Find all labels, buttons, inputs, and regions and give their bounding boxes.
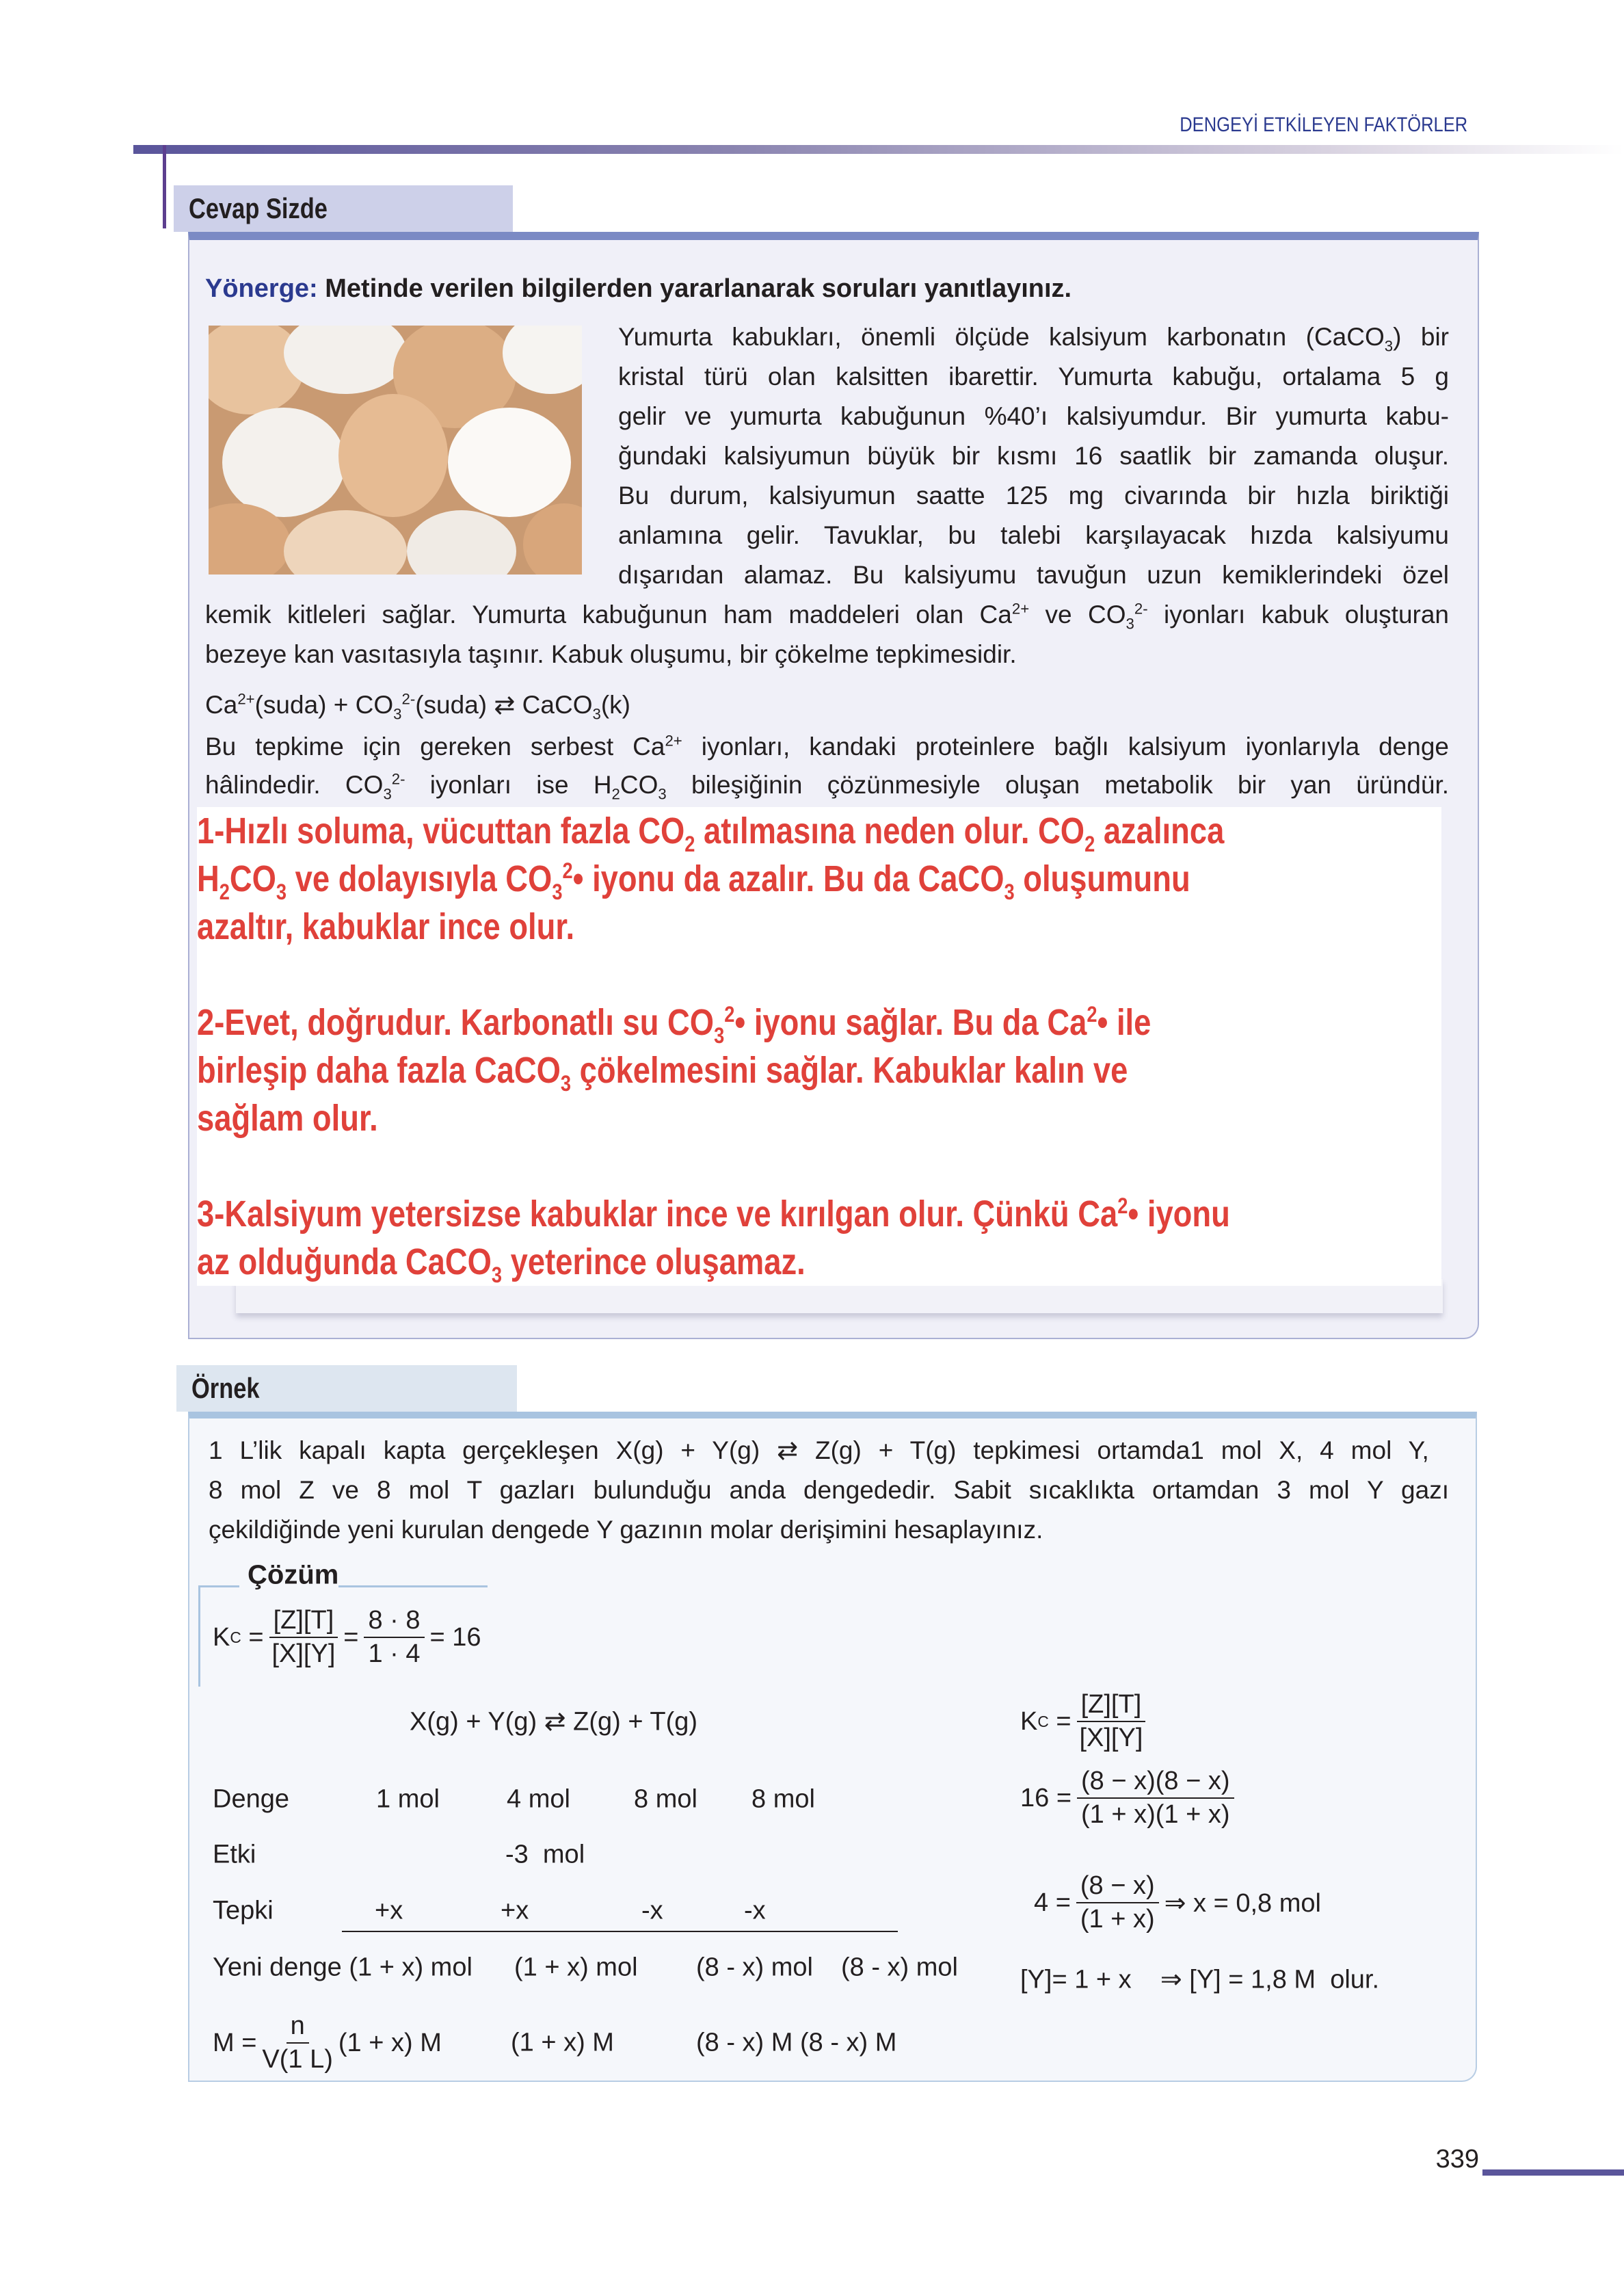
subscript: 3: [1126, 615, 1134, 633]
ornek-line: [209, 1475, 1449, 1505]
fraction: [262, 2011, 332, 2074]
superscript: 2: [1087, 1002, 1097, 1027]
tepki-cell: -x: [641, 1896, 663, 1925]
sum-rule: [342, 1931, 898, 1932]
molarity-lhs: M =: [213, 2028, 257, 2057]
page-number: 339: [1435, 2145, 1479, 2174]
fraction: [1077, 1690, 1146, 1753]
tepki-cell: -x: [744, 1896, 766, 1925]
denominator: V(1 L): [262, 2045, 333, 2074]
molarity-cell: (1 + x) M: [338, 2028, 442, 2057]
denominator: (1 + x): [1080, 1905, 1155, 1934]
answer-line: $H_2CO_3$ ve dolayısıyla $CO_3^2•$ iyonu da azalır. Bu da CaCO$_3$ oluşumunu: [197, 858, 1190, 904]
denge-cell: 4 mol: [507, 1784, 570, 1814]
footer-bar: [1482, 2169, 1624, 2176]
kc-symbol: K: [213, 1622, 230, 1652]
yonerge: [205, 274, 1071, 304]
equals: =: [248, 1622, 264, 1652]
answer-line: 1-Hızlı soluma, vücuttan fazla $CO_2$ atılmasına neden olur. $CO_2$ azalınca: [197, 810, 1225, 856]
subscript: 2: [1084, 831, 1095, 856]
answer-line: sağlam olur.: [197, 1098, 378, 1139]
row-label-denge: Denge: [213, 1784, 289, 1814]
ornek-line-text: 8 mol Z ve 8 mol T gazları bulunduğu anda dengededir. Sabit sıcaklıkta ortamdan 3 mol Y gazı: [209, 1476, 1449, 1504]
ornek-line: [209, 1436, 1429, 1466]
superscript: 2-: [391, 770, 405, 788]
kc-result: = 16: [429, 1622, 481, 1652]
intro-line-text: Bu durum, kalsiyumun saatte 125 mg civarında bir hızla biriktiği: [618, 481, 1449, 510]
cozum-label: Çözüm: [248, 1559, 339, 1590]
numerator: (8 − x)(8 − x): [1077, 1767, 1234, 1799]
intro-line: [618, 362, 1449, 392]
cevap-sizde-tab: [174, 185, 513, 232]
yonerge-text: Metinde verilen bilgilerden yararlanarak soruları yanıtlayınız.: [317, 274, 1072, 303]
paragraph-line-text: kemik kitleleri sağlar. Yumurta kabuğunun ham maddeleri olan $Ca^{2+}$ ve $CO_3^{2-}$ iyonları kabuk oluşturan: [205, 600, 1450, 633]
answer-line: 2-Evet, doğrudur. Karbonatlı su $CO_3^2•$ iyonu sağlar. Bu da Ca$^2$• ile: [197, 1002, 1152, 1048]
numerator: [Z][T]: [269, 1606, 338, 1638]
superscript: 2+: [1011, 600, 1030, 618]
equation-lhs: 4 =: [1034, 1888, 1071, 1917]
fraction: [1076, 1871, 1159, 1934]
intro-line-text: anlamına gelir. Tavuklar, bu talebi karşılayacak hızda kalsiyumu: [618, 521, 1449, 549]
kc-calculation: K C = $\frac{[Z][T]}{[X][Y]}$ = $\frac{8 \cdot 8}{1 \cdot 4}$ = 16: [213, 1606, 481, 1668]
equals: =: [1056, 1706, 1071, 1736]
denominator: [X][Y]: [271, 1639, 336, 1668]
intro-line: [618, 322, 1449, 355]
ornek-line-text: 1 L’lik kapalı kapta gerçekleşen X(g) + Y(g) ⇄ Z(g) + T(g) tepkimesi ortamda1 mol X, 4 mol Y,: [209, 1436, 1429, 1464]
subscript: 3: [1004, 879, 1015, 904]
subscript: 2: [611, 785, 620, 803]
subscript: 3: [1384, 337, 1394, 355]
equation-lhs: 16 =: [1020, 1783, 1072, 1812]
subscript: 3: [560, 1070, 572, 1096]
denominator: (1 + x)(1 + x): [1081, 1800, 1230, 1829]
equation-16: [1020, 1767, 1240, 1830]
after-equation-line-text: hâlindedir. $CO_3^{2-}$ iyonları ise $H_2CO_3$ bileşiğinin çözünmesiyle oluşan metabolik bir yan üründür.: [205, 770, 1449, 803]
answer-line: birleşip daha fazla CaCO$_3$ çökelmesini sağlar. Kabuklar kalın ve: [197, 1050, 1128, 1096]
equation-4: [1034, 1871, 1321, 1934]
header-gradient-bar: [133, 145, 1624, 154]
superscript: 2: [562, 858, 573, 883]
ornek-line: [209, 1515, 1043, 1545]
after-equation-line-text: Bu tepkime için gereken serbest $Ca^{2+}$ iyonları, kandaki proteinlere bağlı kalsiyum iyonlarıyla denge: [205, 732, 1449, 761]
ornek-line-text: çekildiğinde yeni kurulan dengede Y gazının molar derişimini hesaplayınız.: [209, 1516, 1043, 1544]
tepki-cell: +x: [375, 1896, 403, 1925]
intro-line-text: kristal türü olan kalsitten ibarettir. Yumurta kabuğu, ortalama 5 g: [618, 362, 1449, 391]
ornek-title: Örnek: [191, 1372, 260, 1404]
paragraph-line: [205, 639, 1017, 670]
answer-line: 3-Kalsiyum yetersizse kabuklar ince ve kırılgan olur. Çünkü Ca$^2$• iyonu: [197, 1193, 1230, 1235]
intro-line: [618, 481, 1449, 511]
superscript: 2: [724, 1002, 735, 1027]
kc-expression: K C = $\frac{[Z][T]}{[X][Y]}$: [1020, 1690, 1151, 1753]
denominator: 1 · 4: [368, 1639, 421, 1668]
answers-overlay: [197, 807, 1441, 1286]
denominator: [X][Y]: [1079, 1724, 1143, 1752]
denge-cell: 8 mol: [634, 1784, 697, 1814]
eggshells-image: [209, 326, 582, 575]
superscript: 2: [1117, 1193, 1128, 1218]
header-vertical-accent: [163, 145, 166, 228]
yeni-cell: (1 + x) mol: [349, 1953, 472, 1982]
yeni-cell: (1 + x) mol: [514, 1953, 638, 1982]
subscript: 3: [658, 785, 667, 803]
cevap-sizde-title: Cevap Sizde: [189, 192, 328, 224]
subscript: 3: [383, 785, 392, 803]
tepki-cell: +x: [501, 1896, 529, 1925]
row-label-etki: Etki: [213, 1840, 256, 1869]
intro-line: [618, 520, 1449, 551]
intro-line: [618, 441, 1449, 471]
intro-line-text: gelir ve yumurta kabuğunun %40’ı kalsiyumdur. Bir yumurta kabu-: [618, 402, 1449, 430]
intro-line: [618, 401, 1449, 432]
kc-symbol: K: [1020, 1706, 1038, 1736]
superscript: 2-: [401, 690, 416, 708]
numerator: [Z][T]: [1077, 1690, 1146, 1722]
paragraph-line-text: bezeye kan vasıtasıyla taşınır. Kabuk oluşumu, bir çökelme tepkimesidir.: [205, 640, 1017, 668]
molarity-row: [213, 2011, 442, 2074]
superscript: 2+: [237, 690, 255, 708]
answer-line: azaltır, kabuklar ince olur.: [197, 906, 575, 947]
fraction: [269, 1606, 338, 1669]
subscript: 3: [276, 879, 287, 904]
subscript: 3: [552, 879, 563, 904]
row-label-tepki: Tepki: [213, 1896, 274, 1925]
subscript: 2: [684, 831, 695, 856]
yeni-cell: (8 - x) mol: [696, 1953, 813, 1982]
fraction: [1077, 1767, 1234, 1830]
intro-line-text: dışarıdan alamaz. Bu kalsiyumu tavuğun uzun kemiklerindeki özel: [618, 561, 1449, 589]
after-equation-line: [205, 732, 1449, 762]
cozum-rule-right: [338, 1585, 488, 1587]
fraction: [364, 1606, 424, 1669]
denge-cell: 1 mol: [376, 1784, 440, 1814]
row-label-yeni-denge: [213, 1953, 472, 1983]
answer-line: az olduğunda CaCO$_3$ yeterince oluşamaz.: [197, 1241, 806, 1287]
ornek-tab: [176, 1365, 517, 1412]
paragraph-line: [205, 600, 1450, 633]
subscript: 3: [491, 1262, 503, 1287]
superscript: 2-: [1134, 600, 1148, 618]
subscript: 3: [393, 705, 402, 723]
cozum-rule-vertical: [198, 1585, 200, 1687]
intro-line-text: Yumurta kabukları, önemli ölçüde kalsiyum karbonatın (CaCO$_3$) bir: [618, 323, 1449, 355]
intro-line: [618, 560, 1449, 590]
yonerge-label: Yönerge:: [205, 274, 318, 303]
reaction: X(g) + Y(g) ⇄ Z(g) + T(g): [410, 1707, 698, 1737]
yeni-cell: (8 - x) mol: [841, 1953, 958, 1982]
x-result: ⇒ x = 0,8 mol: [1164, 1888, 1321, 1918]
numerator: 8 · 8: [364, 1606, 424, 1638]
intro-line-text: ğundaki kalsiyumun büyük bir kısmı 16 saatlik bir zamanda oluşur.: [618, 442, 1449, 470]
numerator: (8 − x): [1076, 1871, 1159, 1903]
subscript: 2: [219, 879, 230, 904]
superscript: 2+: [665, 732, 682, 750]
yeni-label: Yeni denge: [213, 1953, 342, 1982]
subscript: 3: [714, 1022, 725, 1048]
molarity-cell: (1 + x) M: [511, 2028, 614, 2057]
subscript: 3: [592, 705, 601, 723]
section-header: DENGEYİ ETKİLEYEN FAKTÖRLER: [1180, 114, 1467, 136]
equals: =: [343, 1622, 359, 1652]
precipitation-equation: $Ca^{2+}(suda)$ + $CO_3^{2-}(suda)$ ⇄ CaCO$_3$(k): [205, 690, 630, 723]
molarity-cell: (8 - x) M (8 - x) M: [696, 2028, 897, 2057]
etki-cell: -3 mol: [505, 1840, 585, 1869]
final-result: [Y]= 1 + x ⇒ [Y] = 1,8 M olur.: [1020, 1965, 1380, 1994]
numerator: n: [287, 2011, 309, 2044]
cozum-rule-left: [198, 1585, 239, 1587]
denge-cell: 8 mol: [751, 1784, 815, 1814]
after-equation-line: [205, 770, 1449, 803]
